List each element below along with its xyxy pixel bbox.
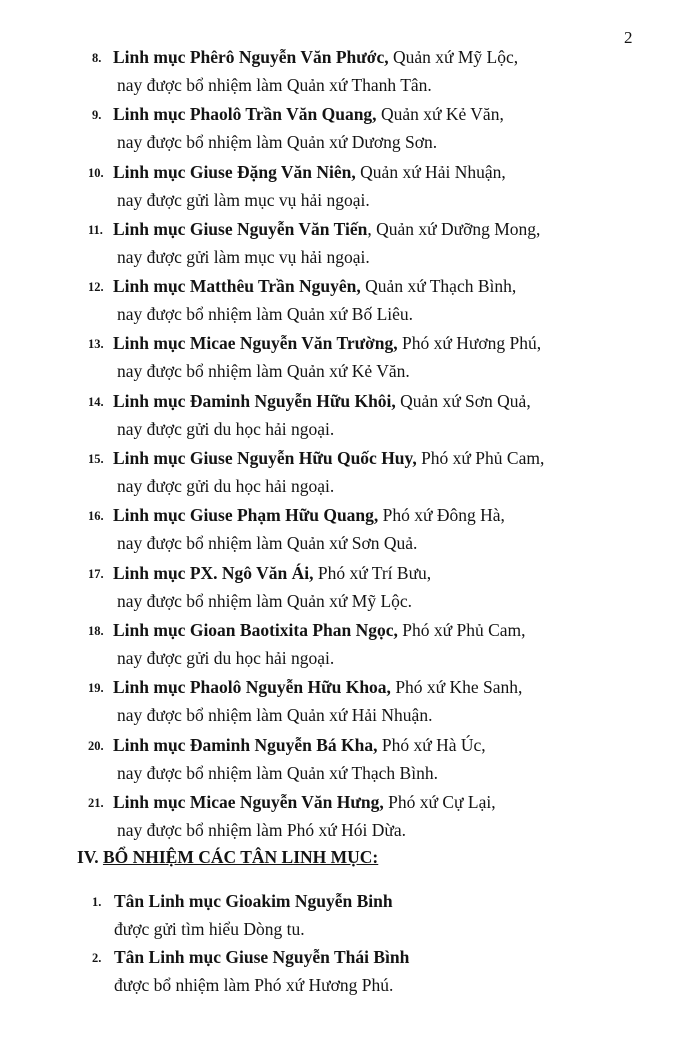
priest-name: Linh mục Đaminh Nguyễn Bá Kha, bbox=[113, 734, 378, 755]
appointment-item bbox=[0, 331, 700, 388]
priest-name: Linh mục Micae Nguyễn Văn Hưng, bbox=[113, 791, 384, 812]
current-post: Quản xứ Kẻ Văn, bbox=[376, 104, 504, 125]
current-post: Phó xứ Hương Phú, bbox=[397, 333, 542, 354]
appointment-item bbox=[0, 790, 700, 847]
item-number: 1. bbox=[92, 895, 102, 909]
appointment-line bbox=[113, 217, 540, 241]
appointment-line bbox=[113, 675, 522, 699]
new-assignment: nay được bổ nhiệm làm Quản xứ Thạch Bình. bbox=[117, 762, 438, 783]
item-number: 16. bbox=[88, 509, 104, 524]
appointment-item bbox=[0, 389, 700, 446]
appointment-item bbox=[0, 102, 700, 159]
item-number: 13. bbox=[88, 337, 104, 352]
appointment-item bbox=[0, 217, 700, 274]
item-number: 2. bbox=[92, 951, 102, 965]
new-assignment: nay được gửi làm mục vụ hải ngoại. bbox=[117, 246, 370, 267]
priest-name: Linh mục Matthêu Trần Nguyên, bbox=[113, 276, 361, 297]
item-number: 8. bbox=[92, 51, 102, 65]
current-post: Phó xứ Phủ Cam, bbox=[416, 448, 545, 469]
priest-name: Tân Linh mục Gioakim Nguyễn Binh bbox=[114, 891, 393, 911]
new-assignment: nay được gửi du học hải ngoại. bbox=[117, 476, 335, 497]
appointment-line bbox=[113, 561, 431, 585]
appointment-line bbox=[113, 102, 504, 126]
priest-name: Tân Linh mục Giuse Nguyễn Thái Bình bbox=[114, 947, 410, 967]
current-post: Phó xứ Đông Hà, bbox=[378, 505, 505, 526]
current-post: Phó xứ Cự Lại, bbox=[383, 791, 496, 812]
current-post: Quản xứ Sơn Quả, bbox=[395, 390, 531, 411]
new-assignment: nay được gửi làm mục vụ hải ngoại. bbox=[117, 189, 370, 210]
appointment-line bbox=[113, 45, 518, 69]
new-assignment: nay được bổ nhiệm làm Quản xứ Kẻ Văn. bbox=[117, 361, 410, 382]
new-assignment: nay được bổ nhiệm làm Quản xứ Dương Sơn. bbox=[117, 132, 438, 153]
appointment-line bbox=[113, 160, 506, 184]
assignment-text: được bổ nhiệm làm Phó xứ Hương Phú. bbox=[114, 975, 394, 995]
item-number: 19. bbox=[88, 681, 104, 696]
priest-name: Linh mục Giuse Nguyễn Hữu Quốc Huy, bbox=[113, 448, 417, 469]
new-assignment: nay được bổ nhiệm làm Quản xứ Bố Liêu. bbox=[117, 304, 414, 325]
appointment-line bbox=[113, 733, 486, 757]
item-number: 15. bbox=[88, 452, 104, 467]
current-post: Quản xứ Hải Nhuận, bbox=[355, 161, 506, 182]
priest-name: Linh mục Đaminh Nguyễn Hữu Khôi, bbox=[113, 390, 396, 411]
item-number: 14. bbox=[88, 394, 104, 409]
appointments-list bbox=[0, 45, 700, 847]
appointment-line bbox=[113, 790, 496, 814]
appointment-item bbox=[0, 503, 700, 560]
appointment-line bbox=[113, 503, 505, 527]
appointment-line bbox=[113, 274, 516, 298]
priest-name: Linh mục Giuse Đặng Văn Niên, bbox=[113, 161, 356, 182]
appointment-line bbox=[113, 389, 531, 413]
item-number: 10. bbox=[88, 165, 104, 180]
item-number: 18. bbox=[88, 623, 104, 638]
priest-name: Linh mục Giuse Phạm Hữu Quang, bbox=[113, 505, 379, 526]
priest-name: Linh mục Phêrô Nguyễn Văn Phước, bbox=[113, 47, 389, 67]
section-title: BỔ NHIỆM CÁC TÂN LINH MỤC: bbox=[102, 847, 379, 867]
assignment-text: được gửi tìm hiểu Dòng tu. bbox=[114, 919, 305, 939]
current-post: Phó xứ Hà Úc, bbox=[377, 734, 486, 755]
priest-name: Linh mục Phaolô Trần Văn Quang, bbox=[113, 104, 377, 125]
current-post: Quản xứ Mỹ Lộc, bbox=[388, 47, 519, 67]
new-assignment: nay được bổ nhiệm làm Phó xứ Hói Dừa. bbox=[117, 819, 406, 840]
appointment-line bbox=[113, 618, 526, 642]
item-number: 20. bbox=[88, 738, 104, 753]
new-assignment: nay được bổ nhiệm làm Quản xứ Mỹ Lộc. bbox=[117, 590, 413, 611]
appointment-item bbox=[0, 160, 700, 217]
current-post: , Quản xứ Dưỡng Mong, bbox=[367, 218, 541, 239]
appointment-item bbox=[0, 446, 700, 503]
priest-name: Linh mục Phaolô Nguyễn Hữu Khoa, bbox=[113, 677, 391, 698]
new-assignment: nay được bổ nhiệm làm Quản xứ Thanh Tân. bbox=[117, 75, 432, 95]
appointment-item bbox=[0, 561, 700, 618]
item-number: 12. bbox=[88, 280, 104, 295]
appointment-item bbox=[0, 733, 700, 790]
priest-name: Linh mục PX. Ngô Văn Ái, bbox=[113, 562, 314, 583]
appointment-item bbox=[0, 675, 700, 732]
current-post: Phó xứ Khe Sanh, bbox=[390, 677, 523, 698]
item-number: 11. bbox=[88, 222, 103, 237]
current-post: Quản xứ Thạch Bình, bbox=[360, 276, 517, 297]
page-number: 2 bbox=[624, 28, 633, 47]
priest-name: Linh mục Micae Nguyễn Văn Trường, bbox=[113, 333, 398, 354]
new-assignment: nay được gửi du học hải ngoại. bbox=[117, 418, 335, 439]
new-assignment: nay được bổ nhiệm làm Quản xứ Hải Nhuận. bbox=[117, 705, 433, 726]
new-assignment: nay được bổ nhiệm làm Quản xứ Sơn Quả. bbox=[117, 533, 418, 554]
section-numeral: IV. bbox=[77, 847, 103, 867]
item-number: 21. bbox=[88, 795, 104, 810]
new-assignment: nay được gửi du học hải ngoại. bbox=[117, 647, 335, 668]
priest-name: Linh mục Gioan Baotixita Phan Ngọc, bbox=[113, 619, 398, 640]
appointment-line bbox=[113, 331, 541, 355]
appointment-item bbox=[0, 45, 700, 102]
appointment-item bbox=[0, 618, 700, 675]
appointment-line bbox=[113, 446, 544, 470]
current-post: Phó xứ Trí Bưu, bbox=[313, 562, 432, 583]
section-heading bbox=[77, 847, 378, 868]
appointment-item bbox=[0, 274, 700, 331]
item-number: 9. bbox=[92, 108, 102, 123]
priest-name: Linh mục Giuse Nguyễn Văn Tiến bbox=[113, 218, 368, 239]
item-number: 17. bbox=[88, 566, 104, 581]
current-post: Phó xứ Phủ Cam, bbox=[397, 619, 526, 640]
